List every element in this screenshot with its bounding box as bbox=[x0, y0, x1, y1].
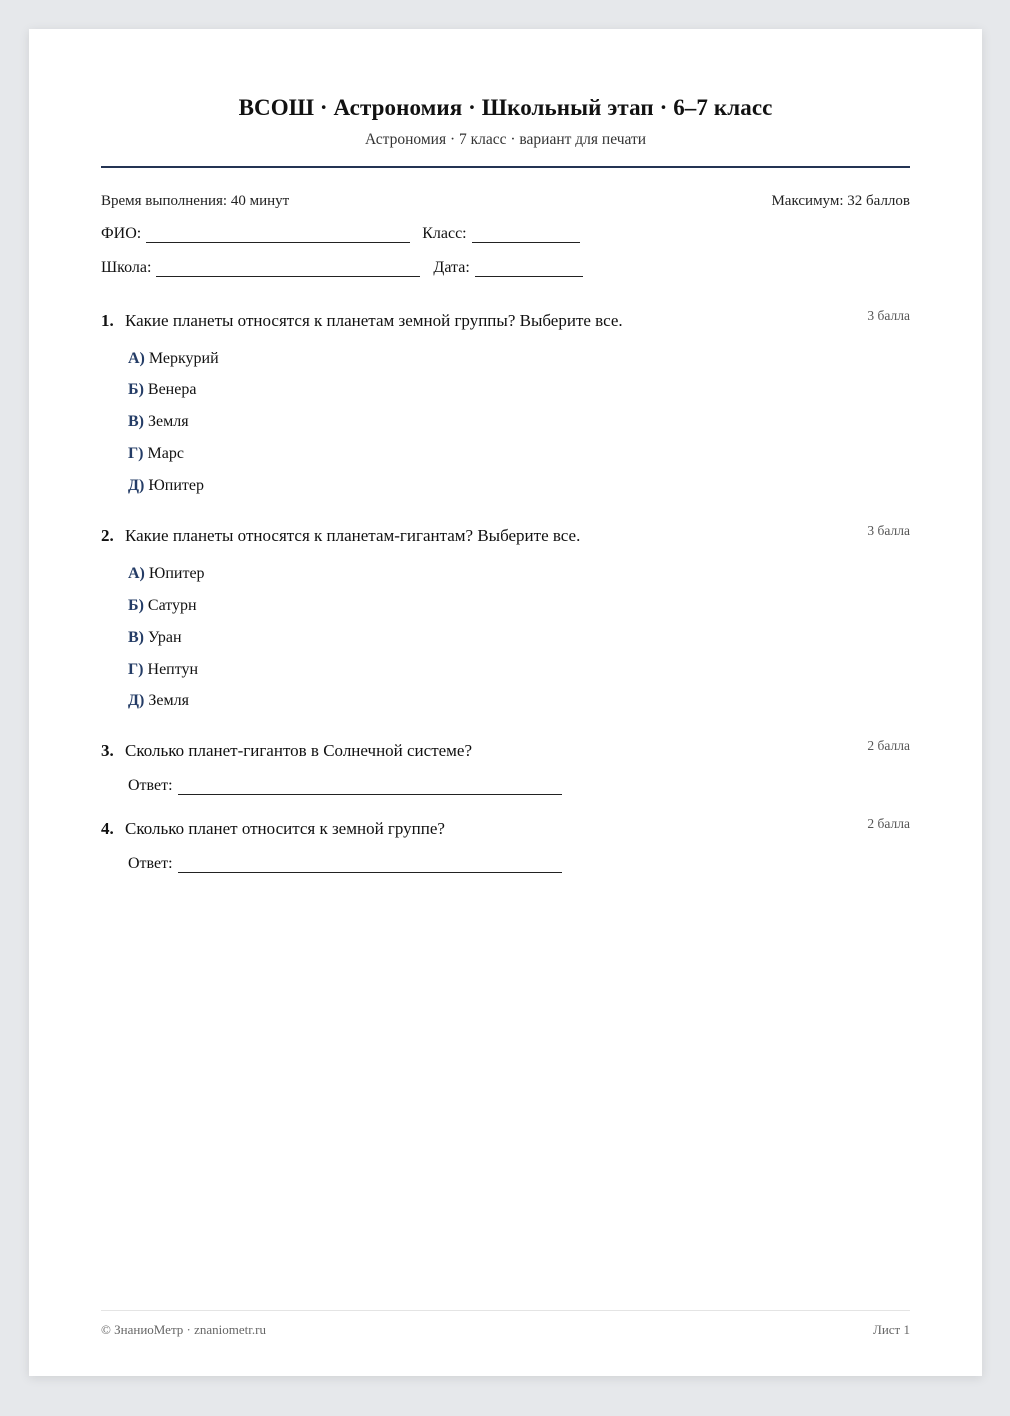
school-date-row bbox=[101, 259, 910, 277]
question-number: 3. bbox=[101, 741, 114, 760]
exam-sheet bbox=[29, 29, 982, 1376]
option-a[interactable]: А) Юпитер bbox=[128, 565, 205, 582]
name-field[interactable] bbox=[146, 228, 410, 243]
option-b[interactable]: Б) Сатурн bbox=[128, 597, 197, 614]
name-class-row bbox=[101, 225, 910, 243]
school-field[interactable] bbox=[156, 262, 420, 277]
question-number: 2. bbox=[101, 526, 114, 545]
option-g[interactable]: Г) Нептун bbox=[128, 661, 199, 678]
question-4 bbox=[101, 816, 910, 839]
header-divider bbox=[101, 166, 910, 168]
answer-field[interactable] bbox=[178, 858, 562, 873]
question-number: 1. bbox=[101, 311, 114, 330]
name-label: ФИО: bbox=[101, 225, 142, 242]
question-text: Сколько планет относится к земной группе? bbox=[125, 819, 445, 838]
date-label: Дата: bbox=[433, 259, 470, 276]
option-v[interactable]: В) Уран bbox=[128, 629, 182, 646]
footer-divider bbox=[101, 1310, 910, 1311]
school-label: Школа: bbox=[101, 259, 152, 276]
class-label: Класс: bbox=[422, 225, 467, 242]
page-subtitle: Астрономия · 7 класс · вариант для печати bbox=[364, 131, 647, 148]
question-points: 2 балла bbox=[867, 816, 910, 831]
question-points: 3 балла bbox=[867, 523, 910, 538]
question-2 bbox=[101, 523, 910, 546]
question-3 bbox=[101, 738, 910, 761]
option-a[interactable]: А) Меркурий bbox=[128, 350, 219, 367]
answer-label: Ответ: bbox=[128, 777, 173, 794]
answer-row bbox=[128, 777, 562, 795]
question-text: Сколько планет-гигантов в Солнечной системе? bbox=[125, 741, 473, 760]
question-points: 2 балла bbox=[867, 738, 910, 753]
meta-row bbox=[101, 193, 910, 210]
option-b[interactable]: Б) Венера bbox=[128, 381, 197, 398]
page-title: ВСОШ · Астрономия · Школьный этап · 6–7 класс bbox=[238, 95, 773, 120]
question-1 bbox=[101, 308, 910, 331]
answer-field[interactable] bbox=[178, 780, 562, 795]
footer bbox=[101, 1322, 910, 1338]
option-v[interactable]: В) Земля bbox=[128, 413, 189, 430]
answer-row bbox=[128, 855, 562, 873]
question-text: Какие планеты относятся к планетам земной группы? Выберите все. bbox=[125, 311, 623, 330]
option-d[interactable]: Д) Юпитер bbox=[128, 477, 205, 494]
sheet-content bbox=[101, 29, 910, 1376]
time-limit: Время выполнения: 40 минут bbox=[101, 193, 290, 209]
max-score: Максимум: 32 баллов bbox=[771, 193, 910, 209]
footer-copyright: © ЗнаниоМетр · znaniometr.ru bbox=[101, 1322, 266, 1337]
option-g[interactable]: Г) Марс bbox=[128, 445, 184, 462]
question-points: 3 балла bbox=[867, 308, 910, 323]
question-text: Какие планеты относятся к планетам-гигантам? Выберите все. bbox=[125, 526, 581, 545]
date-field[interactable] bbox=[475, 262, 583, 277]
question-number: 4. bbox=[101, 819, 114, 838]
option-d[interactable]: Д) Земля bbox=[128, 692, 189, 709]
page-number: Лист 1 bbox=[873, 1322, 910, 1337]
class-field[interactable] bbox=[472, 228, 580, 243]
answer-label: Ответ: bbox=[128, 855, 173, 872]
